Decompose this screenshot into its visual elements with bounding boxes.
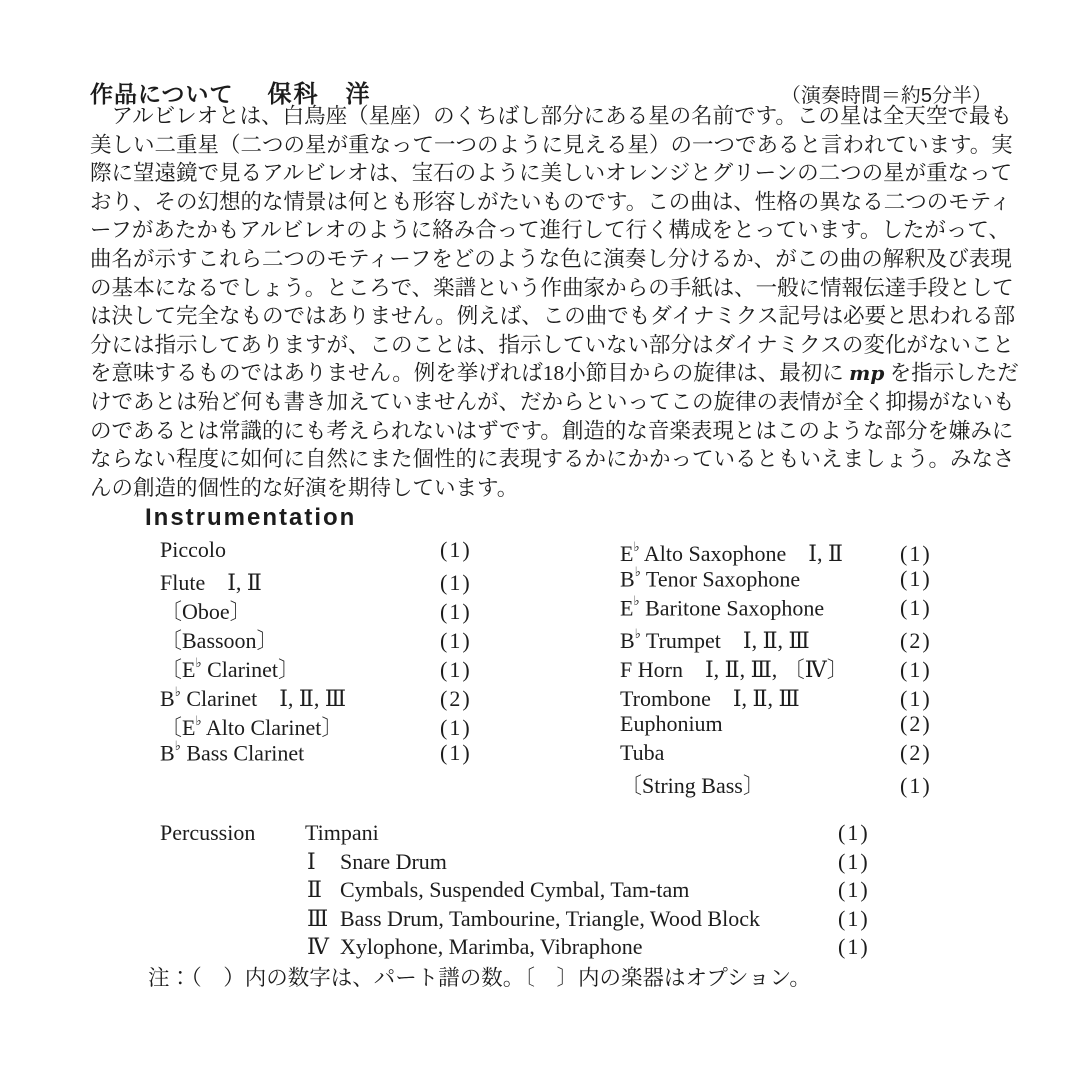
percussion-rows (160, 820, 888, 963)
instrument-name: E♭ Alto Saxophone Ⅰ, Ⅱ (620, 538, 843, 566)
flat-symbol: ♭ (634, 564, 641, 579)
flat-symbol: ♭ (195, 712, 202, 728)
instrument-name: Trombone Ⅰ, Ⅱ, Ⅲ (620, 686, 800, 711)
part-count: (1) (440, 657, 472, 682)
percussion-row (160, 877, 888, 906)
percussion-row (160, 906, 888, 935)
instrument-row (160, 682, 492, 711)
composer-name: 保科 洋 (267, 81, 372, 108)
instrument-row (620, 682, 952, 711)
instrument-row (160, 537, 492, 566)
percussion-player-numeral: Ⅰ (307, 848, 316, 874)
part-count: (1) (900, 686, 932, 711)
article-line: けであとは殆ど何も書き加えていませんが、だからといってこの旋律の表情が全く抑揚がないも (90, 389, 1015, 414)
article-line: の基本になるでしょう。ところで、楽譜という作曲家からの手紙は、一般に情報伝達手段として (90, 275, 1014, 300)
part-count: (1) (440, 740, 472, 766)
part-count: (2) (900, 740, 932, 765)
part-count: (1) (838, 934, 870, 960)
part-count: (1) (838, 877, 870, 903)
part-count: (1) (838, 905, 870, 931)
percussion-player-numeral: Ⅱ (307, 877, 322, 903)
instrumentation-left-column (160, 537, 492, 769)
part-count: (1) (440, 570, 472, 595)
instrument-name: B♭ Trumpet Ⅰ, Ⅱ, Ⅲ (620, 625, 810, 653)
percussion-instruments: Bass Drum, Tambourine, Triangle, Wood Block (340, 905, 760, 931)
percussion-row (160, 849, 888, 878)
percussion-player-numeral: Ⅳ (307, 934, 329, 960)
instrument-name: Piccolo (160, 537, 226, 562)
instrument-name: B♭ Clarinet Ⅰ, Ⅱ, Ⅲ (160, 683, 347, 711)
instrument-name: 〔Oboe〕 (160, 599, 252, 624)
part-count: (2) (440, 686, 472, 711)
instrument-name: F Horn Ⅰ, Ⅱ, Ⅲ, 〔Ⅳ〕 (620, 657, 849, 682)
instrument-row (160, 740, 492, 769)
instrument-row (620, 711, 952, 740)
instrument-row (620, 624, 952, 653)
part-count: (1) (440, 628, 472, 653)
flat-symbol: ♭ (633, 538, 640, 554)
article-line: 美しい二重星（二つの星が重なって一つのように見える星）の一つであると言われています。実 (90, 132, 1013, 157)
instrument-name: Tuba (620, 740, 665, 765)
instrument-name: 〔E♭ Alto Clarinet〕 (160, 712, 344, 740)
page-title: 作品について (90, 81, 234, 107)
percussion-instruments: Xylophone, Marimba, Vibraphone (340, 934, 643, 960)
part-count: (1) (838, 820, 870, 845)
article-line: ならない程度に如何に自然にまた個性的に表現するかにかかっているともいえましょう。みなさ (90, 447, 1015, 472)
instrument-name: 〔String Bass〕 (620, 773, 765, 798)
part-count: (1) (440, 537, 472, 562)
article (90, 102, 1019, 502)
percussion-row (160, 820, 888, 849)
instrumentation-right-column (620, 537, 952, 798)
instrument-name: Euphonium (620, 711, 723, 736)
dynamic-marking: mp (849, 361, 885, 386)
article-line: は決して完全なものではありません。例えば、この曲でもダイナミクス記号は必要と思われる部 (90, 304, 1016, 329)
article-line: んの創造的個性的な好演を期待しています。 (90, 475, 519, 500)
instrument-row (620, 566, 952, 595)
part-count: (1) (900, 657, 932, 682)
instrument-row (620, 653, 952, 682)
percussion-row (160, 934, 888, 963)
instrument-name: B♭ Tenor Saxophone (620, 564, 801, 592)
part-count: (1) (440, 715, 472, 740)
instrument-row (160, 653, 492, 682)
percussion-label: Percussion (160, 820, 256, 845)
instrumentation-heading: Instrumentation (145, 504, 357, 531)
article-line: 曲名が示すこれら二つのモティーフをどのような色に演奏し分けるか、がこの曲の解釈及び表現 (90, 246, 1012, 271)
instrument-row (620, 595, 952, 624)
percussion-instruments: Cymbals, Suspended Cymbal, Tam-tam (340, 877, 690, 903)
article-line: 分には指示してありますが、このことは、指示していない部分はダイナミクスの変化がないこと (90, 332, 1014, 357)
instrument-name: E♭ Baritone Saxophone (620, 593, 825, 621)
article-line: おり、その幻想的な情景は何とも形容しがたいものです。この曲は、性格の異なる二つのモティ (90, 189, 1012, 214)
instrument-name: Flute Ⅰ, Ⅱ (160, 570, 262, 595)
instrument-row (620, 537, 952, 566)
article-line: を意味するものではありません。例を挙げれば18小節目からの旋律は、最初に mp を指示しただ (90, 361, 1019, 386)
article-line: アルビレオとは、白鳥座（星座）のくちばし部分にある星の名前です。この星は全天空で最も (90, 104, 1012, 128)
article-line: ーフがあたかもアルビレオのように絡み合って進行して行く構成をとっています。したがって、 (90, 218, 1010, 243)
part-count: (1) (900, 541, 932, 566)
percussion-instruments: Timpani (305, 820, 379, 845)
performance-duration: （演奏時間＝約5分半） (780, 85, 992, 107)
part-count: (2) (900, 711, 932, 736)
article-line: のであるとは常識的にも考えられないはずです。創造的な音楽表現とはこのような部分を嫌みに (90, 418, 1014, 443)
flat-symbol: ♭ (633, 593, 640, 608)
part-count: (1) (838, 848, 870, 874)
part-count: (1) (440, 599, 472, 624)
instrument-row (160, 711, 492, 740)
instrument-row (160, 566, 492, 595)
instrument-name: B♭ Bass Clarinet (160, 738, 305, 766)
flat-symbol: ♭ (634, 625, 641, 641)
part-count: (1) (900, 566, 932, 592)
instrument-row (620, 740, 952, 769)
flat-symbol: ♭ (174, 683, 181, 699)
part-count: (2) (900, 628, 932, 653)
part-count: (1) (900, 773, 932, 798)
legend-note: 注：（ ）内の数字は、パート譜の数。〔 〕内の楽器はオプション。 (148, 966, 811, 990)
flat-symbol: ♭ (195, 654, 202, 670)
part-count: (1) (900, 595, 932, 621)
article-line: 際に望遠鏡で見るアルビレオは、宝石のように美しいオレンジとグリーンの二つの星が重なって (90, 161, 1013, 186)
instrument-row (620, 769, 952, 798)
instrument-row (160, 595, 492, 624)
percussion-player-numeral: Ⅲ (307, 905, 329, 931)
instrument-name: 〔E♭ Clarinet〕 (160, 654, 300, 682)
percussion-instruments: Snare Drum (340, 848, 447, 874)
flat-symbol: ♭ (174, 738, 181, 753)
instrument-name: 〔Bassoon〕 (160, 628, 279, 653)
instrument-row (160, 624, 492, 653)
